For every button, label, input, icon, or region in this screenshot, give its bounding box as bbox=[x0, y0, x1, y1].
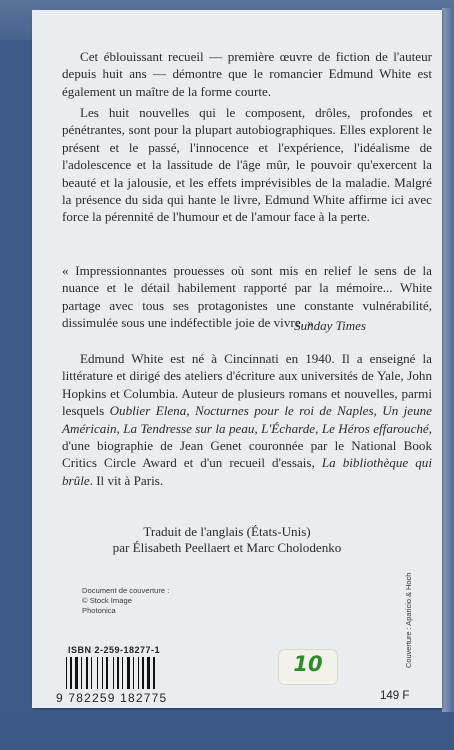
press-quote: « Impressionnantes prouesses où sont mis en relief le sens de la nuance et le détail habilement rapporté par la mémoire... White partage avec tous ses protagonistes une constante vulnérabilité, dissimulée sous une indéfectible joie de vivre. » bbox=[62, 263, 432, 331]
translation-line-2: par Élisabeth Peellaert et Marc Cholodenko bbox=[112, 540, 342, 555]
book-title: L'Écharde bbox=[261, 420, 316, 436]
barcode-bar bbox=[86, 657, 88, 689]
price-sticker bbox=[279, 650, 337, 684]
book-title: La Tendresse sur la peau bbox=[123, 420, 255, 436]
background-bottom bbox=[0, 712, 454, 750]
separator: , bbox=[254, 420, 262, 436]
sticker-handwriting: 10 bbox=[293, 652, 323, 676]
translation-credit bbox=[0, 524, 454, 556]
cover-edge bbox=[442, 8, 454, 714]
separator: , bbox=[373, 403, 383, 419]
bio-text-3: . Il vit à Paris. bbox=[89, 472, 164, 488]
barcode-bar bbox=[97, 657, 98, 689]
book-title: Nocturnes pour le roi de Naples bbox=[194, 403, 374, 419]
blurb-paragraph-1: Cet éblouissant recueil — première œuvre de fiction de l'auteur depuis huit ans — démontre que le romancier Edmund White est également un maître de la forme courte. bbox=[62, 49, 432, 99]
barcode-bar bbox=[138, 657, 139, 689]
blurb-paragraph-2: Les huit nouvelles qui le composent, drôles, profondes et pénétrantes, sont pour la plupart autobiographiques. Elles explorent le présent et le passé, l'innocence et l'expérience, l'idéalisme de l'adolescence et la lassitude de l'âge mûr, le pouvoir qu'exercent la beauté et la jalousie, et les effets imprévisibles de la maladie. Malgré la présence du sida qui hante le livre, Edmund White affirme ici avec force la pérennité de l'humour et de l'amour face à la perte. bbox=[62, 105, 432, 225]
barcode-bar bbox=[113, 657, 114, 689]
barcode-bar bbox=[70, 657, 72, 689]
author-bio bbox=[62, 350, 432, 489]
barcode-bar bbox=[127, 657, 130, 689]
barcode-bar bbox=[142, 657, 144, 689]
translation-line-1: Traduit de l'anglais (États-Unis) bbox=[143, 524, 311, 539]
cover-image-credit bbox=[82, 586, 169, 616]
barcode-bar bbox=[122, 657, 123, 689]
isbn-label: ISBN 2-259-18277-1 bbox=[68, 645, 161, 655]
cover-credit-line-3: Photonica bbox=[82, 606, 116, 615]
bio-text-2: , d'une biographie de Jean Genet couronnée par le National Book Critics Circle Award et d'un recueil d'essais, bbox=[62, 420, 433, 471]
price-label: 149 F bbox=[380, 690, 410, 702]
cover-credit-line-1: Document de couverture : bbox=[82, 586, 170, 595]
cover-credit-line-2: © Stock Image bbox=[82, 596, 132, 605]
book-title: Le Héros effarouché bbox=[321, 420, 429, 436]
book-title: Oublier Elena bbox=[109, 403, 187, 419]
barcode-bar bbox=[106, 657, 108, 689]
barcode-bar bbox=[75, 657, 78, 689]
barcode-bar bbox=[102, 657, 103, 689]
barcode-bar bbox=[81, 657, 82, 689]
barcode-number: 9 782259 182775 bbox=[56, 691, 168, 705]
barcode bbox=[66, 657, 154, 689]
barcode-bar bbox=[133, 657, 134, 689]
separator: , bbox=[315, 420, 322, 436]
separator: , bbox=[186, 403, 195, 419]
separator: , bbox=[116, 420, 124, 436]
bio-text-1: Edmund White est né à Cincinnati en 1940. Il a enseigné la littérature et dirigé des ateliers d'écriture aux universités de Yale, John Hopkins et Columbia. Auteur de plusieurs romans et nouvelles, parmi lesquels bbox=[62, 351, 432, 419]
barcode-bar bbox=[91, 657, 92, 689]
quote-source: Sunday Times bbox=[294, 318, 366, 333]
cover-design-credit: Couverture : Aparicio & Hoch bbox=[404, 572, 413, 668]
barcode-bar bbox=[117, 657, 119, 689]
book-title: Un jeune Américain bbox=[62, 403, 432, 436]
book-title: La bibliothèque qui brûle bbox=[62, 455, 432, 488]
barcode-bar bbox=[147, 657, 150, 689]
barcode-bar bbox=[153, 657, 155, 689]
barcode-bar bbox=[66, 657, 67, 689]
